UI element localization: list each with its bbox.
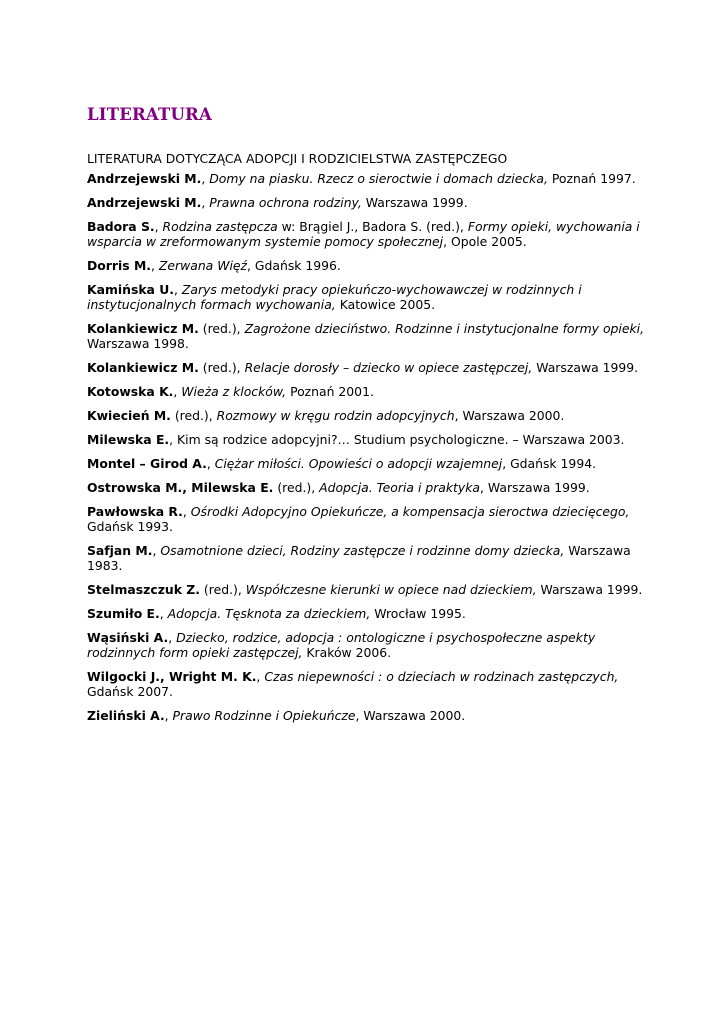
entry-text: Gdańsk 1993. [87,519,173,534]
bibliography-entry [87,504,647,534]
entry-text: Warszawa 1999. [532,360,639,375]
entry-author: Szumiło E. [87,606,160,621]
bibliography-entry [87,669,647,699]
entry-author: Andrzejewski M. [87,195,202,210]
entry-author: Ostrowska M., Milewska E. [87,480,274,495]
entry-text: (red.), [198,321,245,336]
entry-author: Kolankiewicz M. [87,360,199,375]
bibliography-entry [87,708,647,723]
entry-title: Czas niepewności : o dzieciach w rodzinach zastępczych, [264,669,619,684]
entry-author: Kolankiewicz M. [87,321,199,336]
entry-text: , [206,456,215,471]
entry-title: Adopcja. Tęsknota za dzieckiem, [167,606,371,621]
bibliography-entry [87,432,647,447]
bibliography-entry [87,630,647,660]
entry-title: Adopcja. Teoria i praktyka [319,480,481,495]
bibliography-list [87,171,647,723]
entry-text: , [174,282,182,297]
entry-text: w: Brągiel J., Badora S. (red.), [277,219,468,234]
entry-text: Warszawa 1983. [87,543,631,573]
bibliography-entry [87,195,647,210]
entry-title: Osamotnione dzieci, Rodziny zastępcze i rodzinne domy dziecka, [160,543,565,558]
entry-author: Wilgocki J., Wright M. K. [87,669,257,684]
entry-author: Montel – Girod A. [87,456,207,471]
entry-title: Formy opieki, wychowania i wsparcia w zreformowanym systemie pomocy społecznej [87,219,640,249]
entry-title: Prawo Rodzinne i Opiekuńcze [172,708,356,723]
entry-title: Zarys metodyki pracy opiekuńczo-wychowawczej w rodzinnych i instytucjonalnych formach wychowania, [87,282,582,312]
section-subheading: LITERATURA DOTYCZĄCA ADOPCJI I RODZICIELSTWA ZASTĘPCZEGO [87,151,508,166]
bibliography-entry [87,606,647,621]
entry-text: Katowice 2005. [335,297,436,312]
entry-text: Warszawa 1999. [361,195,468,210]
entry-author: Stelmaszczuk Z. [87,582,200,597]
bibliography-entry [87,258,647,273]
entry-author: Andrzejewski M. [87,171,202,186]
entry-text: , [173,384,182,399]
entry-author: Badora S. [87,219,155,234]
entry-text: , [168,630,177,645]
entry-text: , Kim są rodzice adopcyjni?… Studium psychologiczne. – Warszawa 2003. [169,432,625,447]
entry-author: Wąsiński A. [87,630,169,645]
entry-text: , [154,219,163,234]
entry-title: Wieża z klocków, [181,384,287,399]
entry-text: , Gdańsk 1994. [502,456,597,471]
entry-text: , [159,606,168,621]
bibliography-entry [87,360,647,375]
entry-title: Dziecko, rodzice, adopcja : ontologiczne i psychospołeczne aspekty rodzinnych form opieki zastępczej, [87,630,596,660]
entry-text: , Warszawa 2000. [355,708,466,723]
entry-text: , [164,708,173,723]
entry-author: Milewska E. [87,432,170,447]
bibliography-entry [87,543,647,573]
entry-text: (red.), [199,582,246,597]
bibliography-entry [87,282,647,312]
entry-text: (red.), [198,360,245,375]
bibliography-entry [87,219,647,249]
entry-author: Dorris M. [87,258,151,273]
page-title: LITERATURA [87,105,212,124]
entry-title: Relacje dorosły – dziecko w opiece zastępczej, [244,360,533,375]
entry-text: Wrocław 1995. [370,606,466,621]
entry-title: Prawna ochrona rodziny, [209,195,362,210]
entry-author: Kwiecień M. [87,408,171,423]
entry-title: Współczesne kierunki w opiece nad dzieckiem, [245,582,537,597]
bibliography-entry [87,171,647,186]
bibliography-entry [87,408,647,423]
entry-text: (red.), [273,480,320,495]
entry-text: , Warszawa 2000. [454,408,565,423]
entry-text: , Gdańsk 1996. [247,258,341,273]
entry-title: Ośrodki Adopcyjno Opiekuńcze, a kompensacja sieroctwa dziecięcego, [190,504,630,519]
bibliography-entry [87,384,647,399]
entry-author: Pawłowska R. [87,504,183,519]
entry-text: , [182,504,191,519]
entry-title: Domy na piasku. Rzecz o sieroctwie i domach dziecka, [209,171,548,186]
entry-text: , [201,171,210,186]
entry-author: Kotowska K. [87,384,174,399]
entry-text: Poznań 2001. [286,384,374,399]
entry-text: , [151,258,159,273]
entry-text: , Opole 2005. [443,234,527,249]
entry-text: Warszawa 1998. [87,336,189,351]
bibliography-entry [87,480,647,495]
document-page [87,104,647,732]
entry-text: Gdańsk 2007. [87,684,173,699]
entry-text: , Warszawa 1999. [480,480,590,495]
bibliography-entry [87,321,647,351]
entry-title: Rozmowy w kręgu rodzin adopcyjnych [216,408,455,423]
entry-title: Rodzina zastępcza [162,219,278,234]
entry-title: Ciężar miłości. Opowieści o adopcji wzajemnej [214,456,503,471]
entry-text: , [152,543,161,558]
entry-text: (red.), [170,408,217,423]
entry-title: Zerwana Więź [158,258,248,273]
entry-text: Poznań 1997. [547,171,636,186]
entry-text: , [201,195,210,210]
entry-author: Kamińska U. [87,282,175,297]
entry-text: Kraków 2006. [302,645,392,660]
entry-author: Zieliński A. [87,708,165,723]
bibliography-entry [87,582,647,597]
entry-title: Zagrożone dzieciństwo. Rodzinne i instytucjonalne formy opieki, [244,321,645,336]
entry-text: Warszawa 1999. [536,582,643,597]
bibliography-entry [87,456,647,471]
entry-text: , [256,669,265,684]
entry-author: Safjan M. [87,543,153,558]
